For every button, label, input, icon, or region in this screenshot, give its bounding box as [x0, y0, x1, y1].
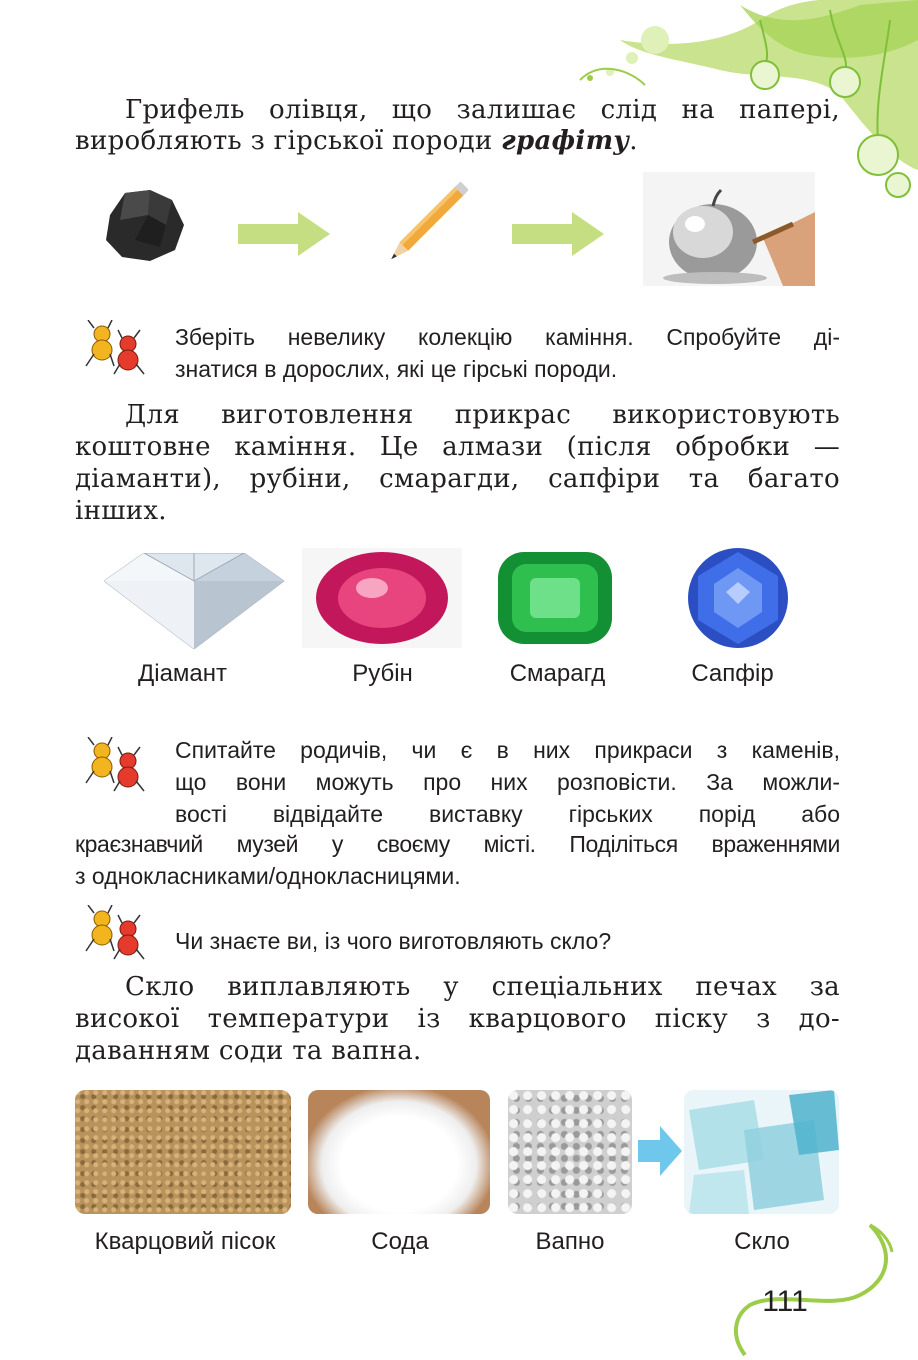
material-label-lime: Вапно [535, 1228, 605, 1255]
graphite-rock-image [100, 185, 188, 265]
task-jewelry-line5: з однокласниками/однокласницями. [75, 863, 461, 889]
ants-icon [82, 737, 152, 793]
vine-decoration-icon [720, 1220, 918, 1360]
task-jewelry-line4: краєзнавчий музей у своєму місті. Поділіться враженнями [75, 831, 840, 857]
glass-question: Чи знаєте ви, із чого виготовляють скло? [175, 928, 612, 954]
task-collect-stones-line2: знатися в дорослих, які це гірські породи. [175, 356, 618, 382]
graphite-term: графіту [501, 126, 630, 156]
gems-paragraph-line3: діаманти), рубіни, смарагди, сапфіри та багато [75, 464, 840, 494]
ants-icon [82, 905, 152, 961]
task-jewelry-line3: вості відвідайте виставку гірських порід або [175, 801, 840, 827]
glass-paragraph-line3: даванням соди та вапна. [75, 1036, 422, 1066]
arrow-right-icon [512, 212, 604, 256]
task-jewelry-line2: що вони можуть про них розповісти. За можли- [175, 769, 840, 795]
arrow-right-icon [638, 1126, 682, 1176]
gems-paragraph-line2: коштовне каміння. Це алмази (після обробки — [75, 432, 840, 462]
gems-paragraph-line1: Для виготовлення прикрас використовують [125, 400, 840, 430]
glass-paragraph-line2: високої температури із кварцового піску з до- [75, 1004, 840, 1034]
intro-paragraph-line1: Грифель олівця, що залишає слід на папері, [125, 95, 840, 125]
task-collect-stones-line1: Зберіть невелику колекцію каміння. Спробуйте ді- [175, 324, 840, 350]
sapphire-image [684, 546, 792, 650]
soda-image [308, 1090, 490, 1214]
gems-paragraph-line4: інших. [75, 496, 167, 526]
lime-image [508, 1090, 632, 1214]
task-jewelry-line1: Спитайте родичів, чи є в них прикраси з каменів, [175, 737, 840, 763]
page-number: 111 [762, 1285, 808, 1318]
intro-paragraph-line2: виробляють з гірської породи графіту. [75, 126, 638, 156]
arrow-right-icon [238, 212, 330, 256]
glass-paragraph-line1: Скло виплавляють у спеціальних печах за [125, 972, 840, 1002]
material-label-glass: Скло [734, 1228, 790, 1255]
apple-drawing-image [643, 172, 815, 286]
ants-icon [82, 320, 152, 376]
quartz-sand-image [75, 1090, 291, 1214]
diamond-image [104, 553, 284, 649]
glass-image [684, 1090, 839, 1214]
gem-label-emerald: Смарагд [509, 660, 606, 687]
gem-label-ruby: Рубін [352, 660, 413, 687]
emerald-image [490, 548, 620, 648]
ruby-image [302, 548, 462, 648]
pencil-image [378, 180, 468, 272]
material-label-quartz-sand: Кварцовий пісок [94, 1228, 276, 1255]
material-label-soda: Сода [371, 1228, 429, 1255]
gem-label-sapphire: Сапфір [691, 660, 774, 687]
gem-label-diamond: Діамант [137, 660, 228, 687]
